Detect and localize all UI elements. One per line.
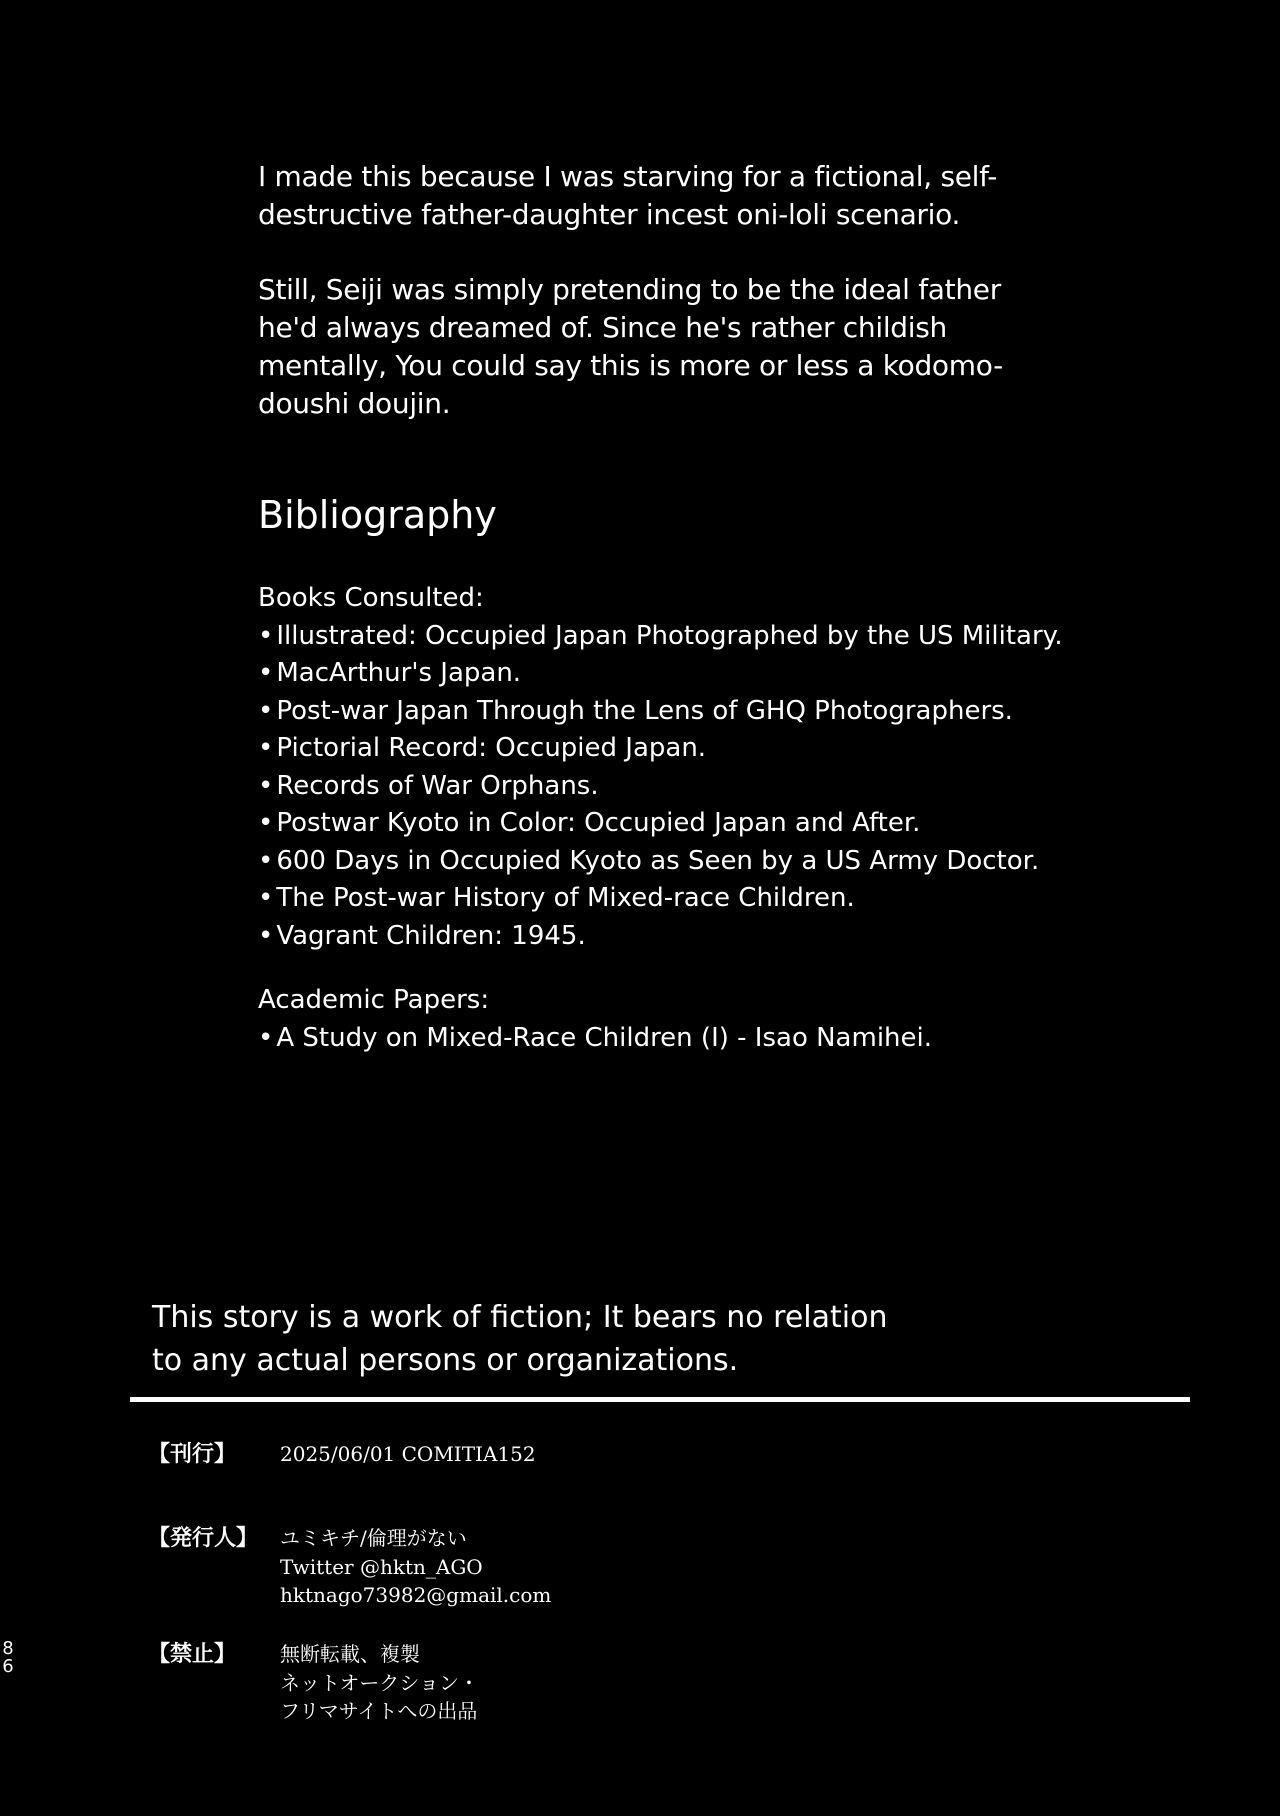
academic-papers-label: Academic Papers: — [258, 985, 490, 1015]
publisher-label: 【発行人】 — [148, 1525, 259, 1551]
paper-item: • A Study on Mixed-Race Children (I) - Isao Namihei. — [258, 1020, 1058, 1058]
book-item: • Pictorial Record: Occupied Japan. — [258, 730, 1058, 768]
book-item: • Records of War Orphans. — [258, 768, 1058, 806]
disclaimer-line: This story is a work of fiction; It bears no relation — [152, 1300, 888, 1335]
book-item: • Vagrant Children: 1945. — [258, 918, 1058, 956]
published-value — [280, 1440, 536, 1469]
publisher-row — [148, 1524, 848, 1610]
fiction-disclaimer — [152, 1296, 1052, 1382]
academic-papers — [258, 982, 1058, 1057]
prohibited-item: 無断転載、複製 — [280, 1642, 420, 1666]
books-consulted-label: Books Consulted: — [258, 583, 484, 613]
book-item: • Illustrated: Occupied Japan Photographed by the US Military. — [258, 618, 1058, 656]
book-item: • The Post-war History of Mixed-race Children. — [258, 880, 1058, 918]
publisher-twitter: Twitter @hktn_AGO — [280, 1554, 483, 1579]
book-item: • 600 Days in Occupied Kyoto as Seen by a US Army Doctor. — [258, 843, 1058, 881]
afterword-paragraph: I made this because I was starving for a fictional, self-destructive father-daughter incest oni-loli scenario. — [258, 160, 997, 231]
page-number-digit: 8 — [2, 1638, 14, 1659]
published-row — [148, 1440, 848, 1469]
bibliography — [258, 490, 1063, 1057]
published-label: 【刊行】 — [148, 1441, 237, 1467]
book-item: • Post-war Japan Through the Lens of GHQ Photographers. — [258, 693, 1058, 731]
publisher-email: hktnago73982@gmail.com — [280, 1583, 552, 1607]
disclaimer-line: to any actual persons or organizations. — [152, 1343, 739, 1378]
page-number — [0, 1640, 16, 1676]
prohibited-row — [148, 1640, 848, 1726]
publisher-value — [280, 1524, 551, 1610]
papers-list — [258, 1020, 1058, 1058]
prohibited-value — [280, 1640, 479, 1726]
prohibited-item: ネットオークション・ — [280, 1670, 479, 1695]
published-date-event: 2025/06/01 COMITIA152 — [280, 1442, 536, 1466]
book-item: • MacArthur's Japan. — [258, 655, 1058, 693]
bibliography-title: Bibliography — [258, 493, 497, 537]
divider-line — [130, 1397, 1190, 1402]
books-list — [258, 618, 1063, 956]
afterword-paragraph: Still, Seiji was simply pretending to be the ideal father he'd always dreamed of. Since he's rather childish mentally, You could say this is more or less a kodomo-doushi doujin. — [258, 273, 1003, 420]
afterword — [258, 158, 1038, 460]
publisher-name: ユミキチ/倫理がない — [280, 1526, 467, 1550]
book-item: • Postwar Kyoto in Color: Occupied Japan and After. — [258, 805, 1058, 843]
prohibited-item: フリマサイトへの出品 — [280, 1699, 478, 1723]
prohibited-label: 【禁止】 — [148, 1641, 237, 1667]
page-number-digit: 6 — [2, 1656, 14, 1677]
